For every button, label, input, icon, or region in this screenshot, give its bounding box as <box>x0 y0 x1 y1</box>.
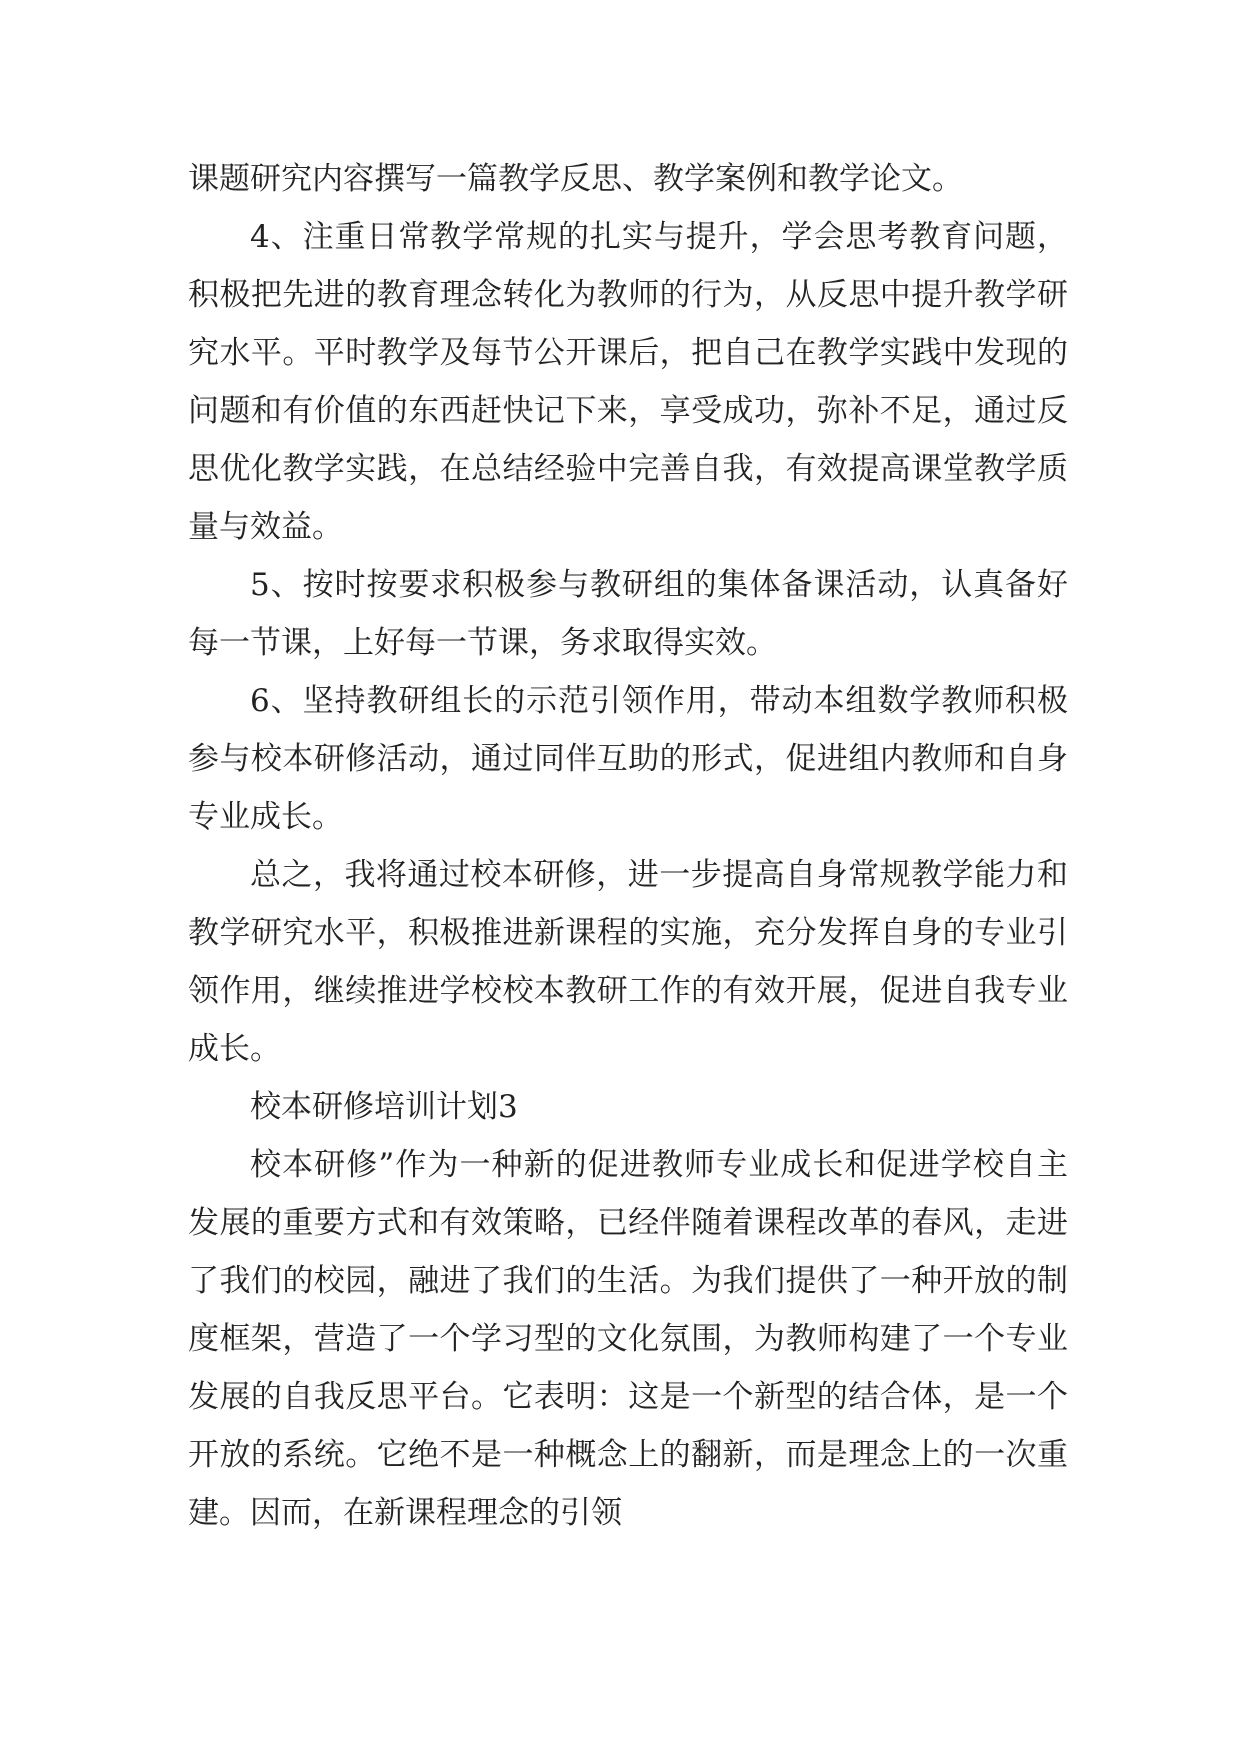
paragraph-5: 总之，我将通过校本研修，进一步提高自身常规教学能力和教学研究水平，积极推进新课程的实施，充分发挥自身的专业引领作用，继续推进学校校本教研工作的有效开展，促进自我专业成长。 <box>188 857 1068 1067</box>
paragraph-4: 6、坚持教研组长的示范引领作用，带动本组数学教师积极参与校本研修活动，通过同伴互助的形式，促进组内教师和自身专业成长。 <box>188 683 1068 835</box>
paragraph-2: 4、注重日常教学常规的扎实与提升，学会思考教育问题，积极把先进的教育理念转化为教师的行为，从反思中提升教学研究水平。平时教学及每节公开课后，把自己在教学实践中发现的问题和有价值的东西赶快记下来，享受成功，弥补不足，通过反思优化教学实践，在总结经验中完善自我，有效提高课堂教学质量与效益。 <box>188 219 1068 545</box>
paragraph-7: 校本研修”作为一种新的促进教师专业成长和促进学校自主发展的重要方式和有效策略，已经伴随着课程改革的春风，走进了我们的校园，融进了我们的生活。为我们提供了一种开放的制度框架，营造了一个学习型的文化氛围，为教师构建了一个专业发展的自我反思平台。它表明：这是一个新型的结合体，是一个开放的系统。它绝不是一种概念上的翻新，而是理念上的一次重建。因而，在新课程理念的引领 <box>188 1147 1068 1531</box>
section-heading: 校本研修培训计划3 <box>250 1089 518 1125</box>
paragraph-1: 课题研究内容撰写一篇教学反思、教学案例和教学论文。 <box>188 161 963 197</box>
paragraph-3: 5、按时按要求积极参与教研组的集体备课活动，认真备好每一节课，上好每一节课，务求取得实效。 <box>188 567 1068 661</box>
document-body <box>188 150 1068 1542</box>
